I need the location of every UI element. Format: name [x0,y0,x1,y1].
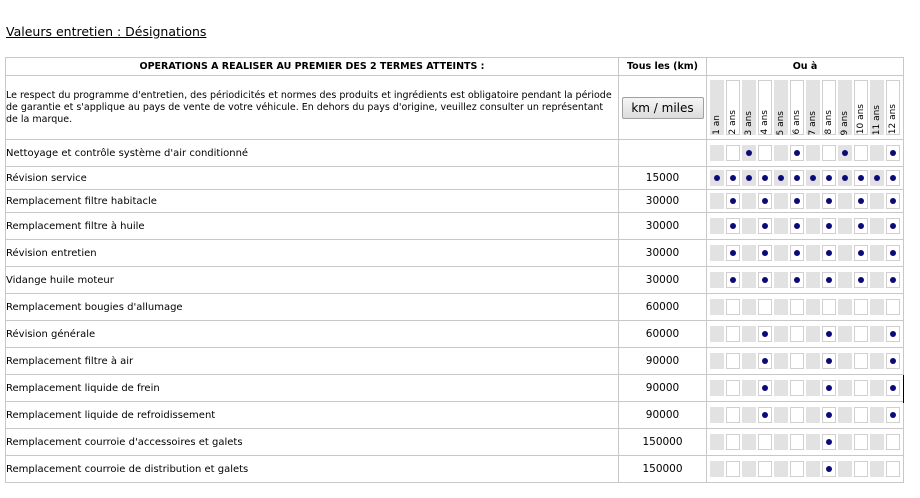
schedule-cell [870,299,884,315]
schedule-cell [838,299,852,315]
schedule-cell [854,353,868,369]
schedule-cell [726,193,740,209]
schedule-dot [762,250,768,256]
schedule-cell [742,145,756,161]
year-label: 2 ans [728,109,738,134]
year-label: 6 ans [792,109,802,134]
schedule-cell [822,461,836,477]
maintenance-table [5,57,904,483]
table-row [6,321,904,348]
schedule-cell [774,272,788,288]
schedule-cell [790,434,804,450]
schedule-cell [726,380,740,396]
schedule-cell [886,245,900,261]
schedule-cell [838,353,852,369]
operation-schedule [707,429,904,456]
table-row [6,267,904,294]
schedule-cell [758,272,772,288]
schedule-cell [742,380,756,396]
schedule-dot [826,331,832,337]
schedule-cell [726,461,740,477]
year-column-header [758,80,772,135]
operation-label: Révision générale [6,321,619,348]
schedule-cell [710,434,724,450]
schedule-cell [838,218,852,234]
schedule-dot [890,250,896,256]
schedule-dot [826,385,832,391]
table-row [6,240,904,267]
schedule-cell [822,245,836,261]
schedule-cell [710,326,724,342]
year-label: 3 ans [744,110,754,135]
schedule-cell [710,145,724,161]
schedule-dot [746,150,752,156]
schedule-cell [774,245,788,261]
schedule-dot [794,277,800,283]
schedule-cell [822,272,836,288]
years-header-cell [707,76,904,140]
schedule-dot [890,277,896,283]
year-column-header [710,80,724,135]
schedule-dot [794,250,800,256]
schedule-cell [726,299,740,315]
schedule-cell [758,434,772,450]
schedule-cell [710,218,724,234]
schedule-dot [778,175,784,181]
schedule-dot [890,198,896,204]
schedule-cell [726,145,740,161]
schedule-cell [726,407,740,423]
schedule-cell [774,193,788,209]
operation-schedule [707,375,904,402]
schedule-cell [870,380,884,396]
operation-schedule [707,267,904,294]
schedule-cell [838,434,852,450]
schedule-dot [890,150,896,156]
table-row [6,456,904,483]
header-operations: OPERATIONS A REALISER AU PREMIER DES 2 TERMES ATTEINTS : [6,58,619,76]
year-column-header [790,80,804,135]
operation-label: Révision entretien [6,240,619,267]
schedule-cell [790,170,804,186]
schedule-cell [790,461,804,477]
operation-km: 90000 [619,348,707,375]
schedule-dot [730,277,736,283]
operation-km: 30000 [619,213,707,240]
schedule-cell [838,170,852,186]
year-label: 1 an [712,115,722,135]
schedule-cell [758,218,772,234]
operation-schedule [707,213,904,240]
schedule-dot [858,175,864,181]
schedule-dot [762,223,768,229]
schedule-cell [758,461,772,477]
schedule-cell [774,218,788,234]
year-column-header [870,80,884,135]
schedule-cell [710,245,724,261]
schedule-cell [822,299,836,315]
schedule-dot [826,198,832,204]
schedule-dot [826,277,832,283]
schedule-cell [774,461,788,477]
schedule-dot [794,150,800,156]
operation-label: Remplacement courroie de distribution et galets [6,456,619,483]
year-label: 5 ans [776,110,786,135]
unit-toggle-cell [619,76,707,140]
operation-km: 15000 [619,167,707,190]
schedule-cell [774,326,788,342]
schedule-dot [842,150,848,156]
schedule-dot [762,358,768,364]
schedule-cell [726,326,740,342]
operation-label: Remplacement bougies d'allumage [6,294,619,321]
schedule-cell [726,218,740,234]
schedule-cell [838,193,852,209]
schedule-cell [838,272,852,288]
operation-km: 30000 [619,190,707,213]
schedule-cell [870,461,884,477]
schedule-dot [890,385,896,391]
operation-km: 30000 [619,267,707,294]
schedule-cell [822,353,836,369]
schedule-cell [758,299,772,315]
schedule-cell [806,218,820,234]
schedule-dot [794,223,800,229]
schedule-cell [854,461,868,477]
schedule-cell [774,170,788,186]
schedule-cell [790,245,804,261]
schedule-cell [758,326,772,342]
year-column-header [886,80,900,135]
schedule-cell [710,461,724,477]
schedule-dot [890,331,896,337]
schedule-cell [710,299,724,315]
schedule-cell [726,170,740,186]
schedule-cell [886,145,900,161]
schedule-cell [790,218,804,234]
schedule-cell [838,326,852,342]
schedule-cell [758,145,772,161]
operation-label: Révision service [6,167,619,190]
schedule-cell [822,326,836,342]
schedule-cell [806,407,820,423]
schedule-cell [790,145,804,161]
operation-km [619,140,707,167]
table-header-row [6,58,904,76]
schedule-cell [886,353,900,369]
operation-km: 30000 [619,240,707,267]
schedule-cell [870,145,884,161]
schedule-cell [806,434,820,450]
schedule-cell [758,407,772,423]
schedule-dot [826,250,832,256]
operation-label: Remplacement filtre habitacle [6,190,619,213]
year-column-header [822,80,836,135]
table-row [6,190,904,213]
table-row [6,213,904,240]
schedule-cell [742,299,756,315]
schedule-dot [762,412,768,418]
year-column-header [838,80,852,135]
operation-schedule [707,140,904,167]
schedule-dot [826,223,832,229]
table-row [6,167,904,190]
table-row [6,140,904,167]
schedule-cell [742,170,756,186]
schedule-cell [822,145,836,161]
schedule-cell [806,299,820,315]
schedule-cell [806,380,820,396]
schedule-cell [822,407,836,423]
schedule-cell [854,272,868,288]
schedule-cell [806,461,820,477]
schedule-cell [742,272,756,288]
schedule-cell [806,193,820,209]
schedule-cell [822,380,836,396]
schedule-cell [886,218,900,234]
schedule-dot [794,198,800,204]
schedule-cell [790,407,804,423]
header-tous-les-km: Tous les (km) [619,58,707,76]
schedule-cell [758,353,772,369]
intro-text: Le respect du programme d'entretien, des périodicités et normes des produits et ingrédients est obligatoire pendant la période de garantie et s'applique au pays de vente de votre véhicule. En dehors du pays d'origine, veuillez consulter un représentant de la marque. [6,76,619,140]
operation-schedule [707,321,904,348]
schedule-cell [822,193,836,209]
year-label: 7 ans [808,110,818,135]
schedule-dot [746,175,752,181]
schedule-cell [774,407,788,423]
operation-km: 90000 [619,375,707,402]
schedule-cell [710,193,724,209]
schedule-dot [794,175,800,181]
schedule-dot [858,198,864,204]
schedule-cell [886,380,900,396]
schedule-dot [890,358,896,364]
table-row [6,429,904,456]
schedule-cell [822,434,836,450]
schedule-cell [870,193,884,209]
schedule-cell [758,380,772,396]
table-row [6,375,904,402]
schedule-cell [758,193,772,209]
schedule-cell [758,245,772,261]
year-column-header [806,80,820,135]
schedule-dot [874,175,880,181]
schedule-cell [838,145,852,161]
schedule-cell [742,193,756,209]
schedule-dot [858,277,864,283]
operation-label: Vidange huile moteur [6,267,619,294]
schedule-cell [886,407,900,423]
km-miles-button[interactable]: km / miles [622,97,704,119]
schedule-cell [790,193,804,209]
divider-line [903,375,904,403]
operation-schedule [707,348,904,375]
schedule-cell [790,272,804,288]
schedule-cell [886,193,900,209]
table-row [6,294,904,321]
schedule-cell [870,434,884,450]
schedule-cell [854,193,868,209]
schedule-cell [742,218,756,234]
schedule-cell [806,245,820,261]
years-list [707,77,903,138]
year-column-header [854,80,868,135]
schedule-cell [758,170,772,186]
header-ou-a: Ou à [707,58,904,76]
schedule-cell [870,218,884,234]
year-label: 9 ans [840,110,850,135]
schedule-cell [854,170,868,186]
schedule-dot [826,358,832,364]
schedule-cell [806,353,820,369]
year-column-header [742,80,756,135]
schedule-cell [790,299,804,315]
operation-km: 150000 [619,456,707,483]
schedule-cell [838,407,852,423]
schedule-dot [762,175,768,181]
schedule-cell [726,245,740,261]
schedule-cell [742,245,756,261]
operation-label: Remplacement filtre à huile [6,213,619,240]
schedule-cell [806,170,820,186]
operation-schedule [707,190,904,213]
schedule-cell [790,380,804,396]
schedule-dot [890,175,896,181]
schedule-cell [854,218,868,234]
schedule-cell [710,407,724,423]
schedule-cell [854,326,868,342]
operation-schedule [707,294,904,321]
schedule-dot [826,466,832,472]
schedule-cell [886,326,900,342]
operation-schedule [707,240,904,267]
schedule-dot [730,223,736,229]
schedule-dot [858,250,864,256]
schedule-cell [790,326,804,342]
schedule-cell [742,326,756,342]
year-label: 8 ans [824,109,834,134]
schedule-cell [742,434,756,450]
schedule-cell [870,353,884,369]
schedule-cell [838,245,852,261]
schedule-cell [774,353,788,369]
year-label: 10 ans [856,103,866,134]
schedule-cell [870,245,884,261]
operation-schedule [707,402,904,429]
schedule-cell [726,272,740,288]
schedule-dot [730,198,736,204]
operation-label: Remplacement liquide de frein [6,375,619,402]
schedule-dot [762,198,768,204]
schedule-cell [854,245,868,261]
schedule-dot [890,412,896,418]
schedule-cell [838,461,852,477]
schedule-dot [762,277,768,283]
schedule-dot [762,331,768,337]
operation-schedule [707,167,904,190]
schedule-cell [822,170,836,186]
schedule-cell [774,145,788,161]
year-column-header [774,80,788,135]
schedule-cell [854,299,868,315]
schedule-dot [858,223,864,229]
year-column-header [726,80,740,135]
schedule-cell [886,170,900,186]
operation-label: Nettoyage et contrôle système d'air conditionné [6,140,619,167]
operation-label: Remplacement liquide de refroidissement [6,402,619,429]
schedule-cell [710,353,724,369]
schedule-dot [826,175,832,181]
year-label: 12 ans [888,103,898,134]
table-row [6,402,904,429]
operation-km: 60000 [619,294,707,321]
schedule-cell [870,272,884,288]
schedule-cell [790,353,804,369]
schedule-cell [886,272,900,288]
schedule-cell [870,170,884,186]
schedule-cell [854,407,868,423]
operation-schedule [707,456,904,483]
schedule-cell [886,434,900,450]
operation-label: Remplacement filtre à air [6,348,619,375]
schedule-dot [714,175,720,181]
schedule-cell [710,272,724,288]
operation-km: 150000 [619,429,707,456]
schedule-dot [826,412,832,418]
schedule-cell [726,353,740,369]
page-title: Valeurs entretien : Désignations [6,24,207,39]
schedule-cell [726,434,740,450]
schedule-cell [774,299,788,315]
year-label: 11 ans [872,104,882,135]
operation-km: 60000 [619,321,707,348]
operation-label: Remplacement courroie d'accessoires et galets [6,429,619,456]
table-row [6,348,904,375]
schedule-dot [826,439,832,445]
schedule-dot [730,250,736,256]
schedule-cell [710,380,724,396]
schedule-cell [742,353,756,369]
schedule-cell [854,434,868,450]
schedule-cell [870,326,884,342]
schedule-cell [742,461,756,477]
schedule-dot [730,175,736,181]
schedule-cell [806,145,820,161]
schedule-cell [886,299,900,315]
schedule-dot [762,385,768,391]
schedule-dot [842,175,848,181]
year-label: 4 ans [760,109,770,134]
schedule-cell [806,326,820,342]
schedule-dot [890,223,896,229]
schedule-cell [870,407,884,423]
schedule-cell [774,380,788,396]
operation-km: 90000 [619,402,707,429]
schedule-dot [810,175,816,181]
schedule-cell [822,218,836,234]
schedule-cell [854,380,868,396]
schedule-cell [886,461,900,477]
schedule-cell [742,407,756,423]
schedule-cell [838,380,852,396]
schedule-cell [854,145,868,161]
intro-row [6,76,904,140]
schedule-cell [774,434,788,450]
schedule-cell [806,272,820,288]
schedule-cell [710,170,724,186]
